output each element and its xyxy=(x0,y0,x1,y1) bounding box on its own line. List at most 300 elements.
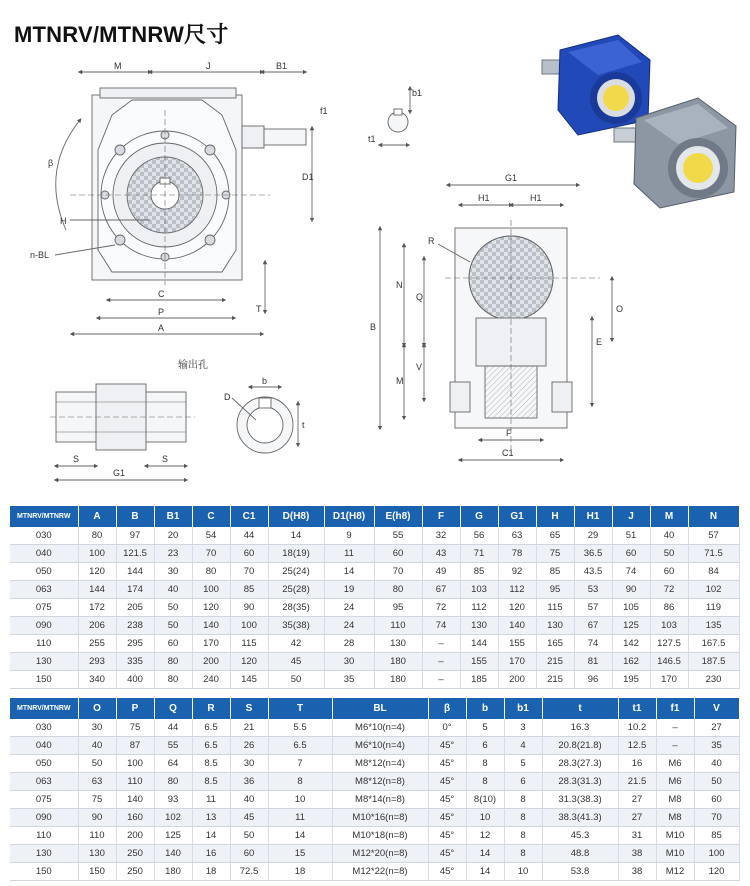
table-cell: 10 xyxy=(504,863,542,881)
table-cell: 14 xyxy=(466,863,504,881)
table-cell: 115 xyxy=(536,599,574,617)
table-cell: 84 xyxy=(688,563,739,581)
table-cell: 48.8 xyxy=(542,845,618,863)
column-header: C xyxy=(192,506,230,527)
table-cell: 30 xyxy=(78,719,116,737)
column-header: J xyxy=(612,506,650,527)
table-cell: 103 xyxy=(650,617,688,635)
output-hole-caption: 输出孔 xyxy=(178,360,208,371)
table-cell: 70 xyxy=(694,809,739,827)
table-cell: 85 xyxy=(230,581,268,599)
table-cell: 74 xyxy=(422,617,460,635)
table-cell: 100 xyxy=(78,545,116,563)
table-cell: 187.5 xyxy=(688,653,739,671)
table-cell: 80 xyxy=(154,773,192,791)
dim-label-j: J xyxy=(206,61,211,71)
column-header: D(H8) xyxy=(268,506,324,527)
table-cell: 67 xyxy=(422,581,460,599)
column-header: V xyxy=(694,698,739,719)
table-cell: 45.3 xyxy=(542,827,618,845)
table-cell: 400 xyxy=(116,671,154,689)
dim-label-r: R xyxy=(428,236,435,246)
table-cell: 8 xyxy=(466,755,504,773)
table-cell: M6*10(n=4) xyxy=(332,737,428,755)
column-header: f1 xyxy=(656,698,694,719)
table-cell: 130 xyxy=(10,653,78,671)
table-cell: 53.8 xyxy=(542,863,618,881)
table-cell: 30 xyxy=(324,653,374,671)
table-cell: M8 xyxy=(656,791,694,809)
table-row xyxy=(10,791,739,809)
dim-label-n: N xyxy=(396,280,403,290)
table-cell: 140 xyxy=(192,617,230,635)
table-cell: 195 xyxy=(612,671,650,689)
table-cell: – xyxy=(422,653,460,671)
table-cell: 63 xyxy=(498,527,536,545)
table-cell: 8 xyxy=(466,773,504,791)
column-header: B1 xyxy=(154,506,192,527)
table-cell: 110 xyxy=(10,827,78,845)
table-row xyxy=(10,719,739,737)
table-cell: 55 xyxy=(154,737,192,755)
table-cell: 14 xyxy=(466,845,504,863)
table-cell: 35(38) xyxy=(268,617,324,635)
column-header: G xyxy=(460,506,498,527)
table-cell: 16 xyxy=(192,845,230,863)
table-cell: 43.5 xyxy=(574,563,612,581)
table-cell: 110 xyxy=(116,773,154,791)
table-cell: – xyxy=(422,671,460,689)
table-cell: 6.5 xyxy=(268,737,332,755)
table-row xyxy=(10,755,739,773)
table-cell: 135 xyxy=(688,617,739,635)
table-cell: 150 xyxy=(78,863,116,881)
table-cell: 6.5 xyxy=(192,719,230,737)
table-cell: 040 xyxy=(10,545,78,563)
table-cell: 200 xyxy=(498,671,536,689)
table-cell: 71.5 xyxy=(688,545,739,563)
column-header: F xyxy=(422,506,460,527)
table-cell: 130 xyxy=(10,845,78,863)
table-cell: 26 xyxy=(230,737,268,755)
table-cell: 75 xyxy=(78,791,116,809)
table-cell: 144 xyxy=(78,581,116,599)
table-cell: 38 xyxy=(618,845,656,863)
table-cell: 70 xyxy=(230,563,268,581)
table-cell: M10 xyxy=(656,845,694,863)
table-cell: 63 xyxy=(78,773,116,791)
table-cell: 090 xyxy=(10,617,78,635)
table-cell: 45° xyxy=(428,737,466,755)
table-cell: 30 xyxy=(154,563,192,581)
table-cell: 050 xyxy=(10,755,78,773)
table-cell: 45° xyxy=(428,809,466,827)
table-cell: 28.3(27.3) xyxy=(542,755,618,773)
column-header: A xyxy=(78,506,116,527)
table-cell: 64 xyxy=(154,755,192,773)
table-cell: 19 xyxy=(324,581,374,599)
table-cell: M12*20(n=8) xyxy=(332,845,428,863)
table-cell: 45 xyxy=(230,809,268,827)
table-cell: 100 xyxy=(230,617,268,635)
table-cell: 74 xyxy=(612,563,650,581)
table-cell: 3 xyxy=(504,719,542,737)
column-header: P xyxy=(116,698,154,719)
dim-label-a: A xyxy=(158,323,165,333)
table-cell: 100 xyxy=(116,755,154,773)
table-cell: 15 xyxy=(268,845,332,863)
table-cell: 160 xyxy=(116,809,154,827)
table-cell: 140 xyxy=(154,845,192,863)
dim-label-t1: t1 xyxy=(368,134,376,144)
dim-label-d1: D1 xyxy=(302,172,314,182)
table-cell: 70 xyxy=(374,563,422,581)
table-cell: 90 xyxy=(612,581,650,599)
table-cell: 180 xyxy=(374,653,422,671)
table-cell: 050 xyxy=(10,563,78,581)
table-cell: 85 xyxy=(460,563,498,581)
table-cell: 8 xyxy=(504,809,542,827)
table-cell: 172 xyxy=(78,599,116,617)
table-cell: 90 xyxy=(78,809,116,827)
table-cell: 50 xyxy=(694,773,739,791)
table-cell: 12 xyxy=(466,827,504,845)
table-cell: 50 xyxy=(268,671,324,689)
table-cell: 95 xyxy=(536,581,574,599)
table-cell: 146.5 xyxy=(650,653,688,671)
table-cell: 50 xyxy=(154,617,192,635)
table-cell: 28(35) xyxy=(268,599,324,617)
table-cell: 119 xyxy=(688,599,739,617)
table-cell: 25(28) xyxy=(268,581,324,599)
table-cell: 140 xyxy=(498,617,536,635)
table-cell: 150 xyxy=(10,671,78,689)
table-cell: 60 xyxy=(694,791,739,809)
dim-label-q: Q xyxy=(416,292,424,302)
table-cell: 10.2 xyxy=(618,719,656,737)
table-cell: 6 xyxy=(504,773,542,791)
dim-label-f: F xyxy=(506,428,512,438)
table-cell: 60 xyxy=(154,635,192,653)
column-header: E(h8) xyxy=(374,506,422,527)
column-header: B xyxy=(116,506,154,527)
dim-label-b-shaft: b xyxy=(262,376,268,386)
column-header: O xyxy=(78,698,116,719)
table-cell: – xyxy=(656,719,694,737)
table-cell: 35 xyxy=(324,671,374,689)
table-cell: 16.3 xyxy=(542,719,618,737)
table-cell: 50 xyxy=(154,599,192,617)
table-cell: 144 xyxy=(116,563,154,581)
table-cell: M8*12(n=8) xyxy=(332,773,428,791)
table-cell: M12*22(n=8) xyxy=(332,863,428,881)
table-row xyxy=(10,545,739,563)
table-cell: 67 xyxy=(574,617,612,635)
dim-label-g1: G1 xyxy=(505,173,518,183)
table-cell: 165 xyxy=(536,635,574,653)
table-cell: 130 xyxy=(460,617,498,635)
table-cell: 040 xyxy=(10,737,78,755)
table-cell: 170 xyxy=(498,653,536,671)
table-cell: 45 xyxy=(268,653,324,671)
table-cell: 155 xyxy=(498,635,536,653)
table-cell: 80 xyxy=(192,563,230,581)
column-header: T xyxy=(268,698,332,719)
table-cell: 71 xyxy=(460,545,498,563)
dimension-table-1 xyxy=(10,506,740,689)
column-header: D1(H8) xyxy=(324,506,374,527)
table-cell: 4 xyxy=(504,737,542,755)
table-cell: 063 xyxy=(10,773,78,791)
column-header: N xyxy=(688,506,739,527)
table-cell: 38.3(41.3) xyxy=(542,809,618,827)
table-cell: 31.3(38.3) xyxy=(542,791,618,809)
table-cell: 40 xyxy=(154,581,192,599)
table-cell: 063 xyxy=(10,581,78,599)
table-cell: 293 xyxy=(78,653,116,671)
table-cell: 200 xyxy=(192,653,230,671)
table-cell: 30 xyxy=(230,755,268,773)
table-cell: 55 xyxy=(374,527,422,545)
table-cell: 103 xyxy=(460,581,498,599)
dim-label-n-bl: n-BL xyxy=(30,250,50,260)
table-cell: 185 xyxy=(460,671,498,689)
table-cell: – xyxy=(656,737,694,755)
table-cell: 112 xyxy=(498,581,536,599)
table-cell: 120 xyxy=(192,599,230,617)
table-cell: 112 xyxy=(460,599,498,617)
table-cell: 29 xyxy=(574,527,612,545)
table-cell: 155 xyxy=(460,653,498,671)
table-cell: 130 xyxy=(374,635,422,653)
table-cell: 42 xyxy=(268,635,324,653)
table-cell: 11 xyxy=(192,791,230,809)
table-cell: 12.5 xyxy=(618,737,656,755)
table-cell: M6*10(n=4) xyxy=(332,719,428,737)
table-cell: 45° xyxy=(428,755,466,773)
side-view-drawing xyxy=(380,185,612,460)
table-cell: 142 xyxy=(612,635,650,653)
table-row xyxy=(10,563,739,581)
table-row xyxy=(10,845,739,863)
table-cell: 10 xyxy=(466,809,504,827)
table-cell: M10 xyxy=(656,827,694,845)
table-cell: M6 xyxy=(656,755,694,773)
table-cell: 86 xyxy=(650,599,688,617)
table-cell: 255 xyxy=(78,635,116,653)
table-row xyxy=(10,809,739,827)
table-cell: 57 xyxy=(688,527,739,545)
table-cell: 92 xyxy=(498,563,536,581)
table-cell: M8 xyxy=(656,809,694,827)
table-cell: 38 xyxy=(618,863,656,881)
column-header: t1 xyxy=(618,698,656,719)
table-cell: 110 xyxy=(78,827,116,845)
table-cell: 28 xyxy=(324,635,374,653)
table-cell: 110 xyxy=(374,617,422,635)
column-header: Q xyxy=(154,698,192,719)
table-cell: M12 xyxy=(656,863,694,881)
dim-label-t: T xyxy=(256,304,262,314)
table-cell: 57 xyxy=(574,599,612,617)
table-cell: 72.5 xyxy=(230,863,268,881)
table-cell: 8.5 xyxy=(192,755,230,773)
dim-label-e: E xyxy=(596,337,603,347)
column-header: MTNRV/MTNRW xyxy=(10,506,78,527)
table-cell: 075 xyxy=(10,599,78,617)
column-header: MTNRV/MTNRW xyxy=(10,698,78,719)
dim-label-m-side: M xyxy=(396,376,404,386)
table-cell: 10 xyxy=(268,791,332,809)
table-cell: 121.5 xyxy=(116,545,154,563)
table-cell: 81 xyxy=(574,653,612,671)
table-row xyxy=(10,581,739,599)
dim-label-m: M xyxy=(114,61,122,71)
table-cell: 120 xyxy=(498,599,536,617)
table-cell: 5.5 xyxy=(268,719,332,737)
table-cell: – xyxy=(422,635,460,653)
table-cell: 50 xyxy=(78,755,116,773)
table-cell: 144 xyxy=(460,635,498,653)
table-cell: 75 xyxy=(536,545,574,563)
table-cell: 14 xyxy=(268,827,332,845)
table-cell: 85 xyxy=(694,827,739,845)
table-cell: 102 xyxy=(154,809,192,827)
table-cell: 60 xyxy=(230,845,268,863)
table-cell: 20.8(21.8) xyxy=(542,737,618,755)
table-cell: 100 xyxy=(192,581,230,599)
table-cell: 174 xyxy=(116,581,154,599)
table-cell: 25(24) xyxy=(268,563,324,581)
table-cell: 60 xyxy=(230,545,268,563)
table-cell: 31 xyxy=(618,827,656,845)
dim-label-v: V xyxy=(416,362,423,372)
table-cell: 74 xyxy=(574,635,612,653)
table-cell: 50 xyxy=(650,545,688,563)
table-cell: 167.5 xyxy=(688,635,739,653)
table-cell: 50 xyxy=(230,827,268,845)
column-header: C1 xyxy=(230,506,268,527)
table-cell: 80 xyxy=(154,671,192,689)
column-header: H1 xyxy=(574,506,612,527)
table-cell: 170 xyxy=(650,671,688,689)
table-cell: 24 xyxy=(324,599,374,617)
page-title: MTNRV/MTNRW尺寸 xyxy=(14,22,229,47)
table-cell: 335 xyxy=(116,653,154,671)
table-cell: 030 xyxy=(10,527,78,545)
dim-label-h1-left: H1 xyxy=(478,193,490,203)
table-row xyxy=(10,617,739,635)
table-cell: 8 xyxy=(504,845,542,863)
table-cell: 14 xyxy=(268,527,324,545)
table-cell: 45° xyxy=(428,791,466,809)
table-cell: 97 xyxy=(116,527,154,545)
table-cell: 250 xyxy=(116,863,154,881)
table-cell: 70 xyxy=(192,545,230,563)
table-row xyxy=(10,653,739,671)
table-cell: 13 xyxy=(192,809,230,827)
column-header: S xyxy=(230,698,268,719)
table-row xyxy=(10,863,739,881)
output-shaft-drawing xyxy=(50,384,298,480)
table-cell: 145 xyxy=(230,671,268,689)
table-cell: 230 xyxy=(688,671,739,689)
table-cell: 102 xyxy=(688,581,739,599)
table-header-row xyxy=(10,506,739,527)
table-cell: 65 xyxy=(536,527,574,545)
table-cell: 9 xyxy=(324,527,374,545)
table-cell: 030 xyxy=(10,719,78,737)
table-cell: 45° xyxy=(428,827,466,845)
table-cell: 8.5 xyxy=(192,773,230,791)
dim-label-b1: B1 xyxy=(276,61,288,71)
table-cell: 180 xyxy=(154,863,192,881)
table-cell: 80 xyxy=(154,653,192,671)
table-cell: 45° xyxy=(428,863,466,881)
gray-gearbox-photo xyxy=(612,92,744,212)
table-cell: 36.5 xyxy=(574,545,612,563)
table-cell: 090 xyxy=(10,809,78,827)
column-header: G1 xyxy=(498,506,536,527)
table-cell: 53 xyxy=(574,581,612,599)
column-header: β xyxy=(428,698,466,719)
column-header: b1 xyxy=(504,698,542,719)
table-cell: 150 xyxy=(10,863,78,881)
table-row xyxy=(10,737,739,755)
table-cell: 49 xyxy=(422,563,460,581)
dim-label-g1-shaft: G1 xyxy=(113,468,126,478)
table-cell: 72 xyxy=(650,581,688,599)
table-cell: 28.3(31.3) xyxy=(542,773,618,791)
table-cell: 120 xyxy=(694,863,739,881)
table-cell: 5 xyxy=(466,719,504,737)
table-cell: 90 xyxy=(230,599,268,617)
table-cell: 125 xyxy=(154,827,192,845)
table-cell: 100 xyxy=(694,845,739,863)
table-cell: 56 xyxy=(460,527,498,545)
table-cell: M6 xyxy=(656,773,694,791)
table-cell: 32 xyxy=(422,527,460,545)
column-header: H xyxy=(536,506,574,527)
table-cell: 75 xyxy=(116,719,154,737)
table-cell: 215 xyxy=(536,653,574,671)
table-cell: 60 xyxy=(374,545,422,563)
table-cell: 40 xyxy=(694,755,739,773)
table-row xyxy=(10,599,739,617)
table-cell: 51 xyxy=(612,527,650,545)
table-cell: 5 xyxy=(504,755,542,773)
dim-label-b1-key: b1 xyxy=(412,88,423,98)
dim-label-h: H xyxy=(60,216,67,226)
table-cell: 170 xyxy=(192,635,230,653)
dim-label-f1: f1 xyxy=(320,106,328,116)
table-cell: 115 xyxy=(230,635,268,653)
table-cell: 72 xyxy=(422,599,460,617)
table-cell: 130 xyxy=(78,845,116,863)
table-cell: 40 xyxy=(650,527,688,545)
column-header: BL xyxy=(332,698,428,719)
table-cell: 7 xyxy=(268,755,332,773)
table-cell: 21.5 xyxy=(618,773,656,791)
table-cell: 80 xyxy=(374,581,422,599)
table-cell: 8 xyxy=(504,791,542,809)
table-cell: 44 xyxy=(154,719,192,737)
table-cell: 43 xyxy=(422,545,460,563)
table-cell: 14 xyxy=(324,563,374,581)
table-cell: 11 xyxy=(268,809,332,827)
dim-label-p: P xyxy=(158,307,165,317)
table-cell: 180 xyxy=(374,671,422,689)
